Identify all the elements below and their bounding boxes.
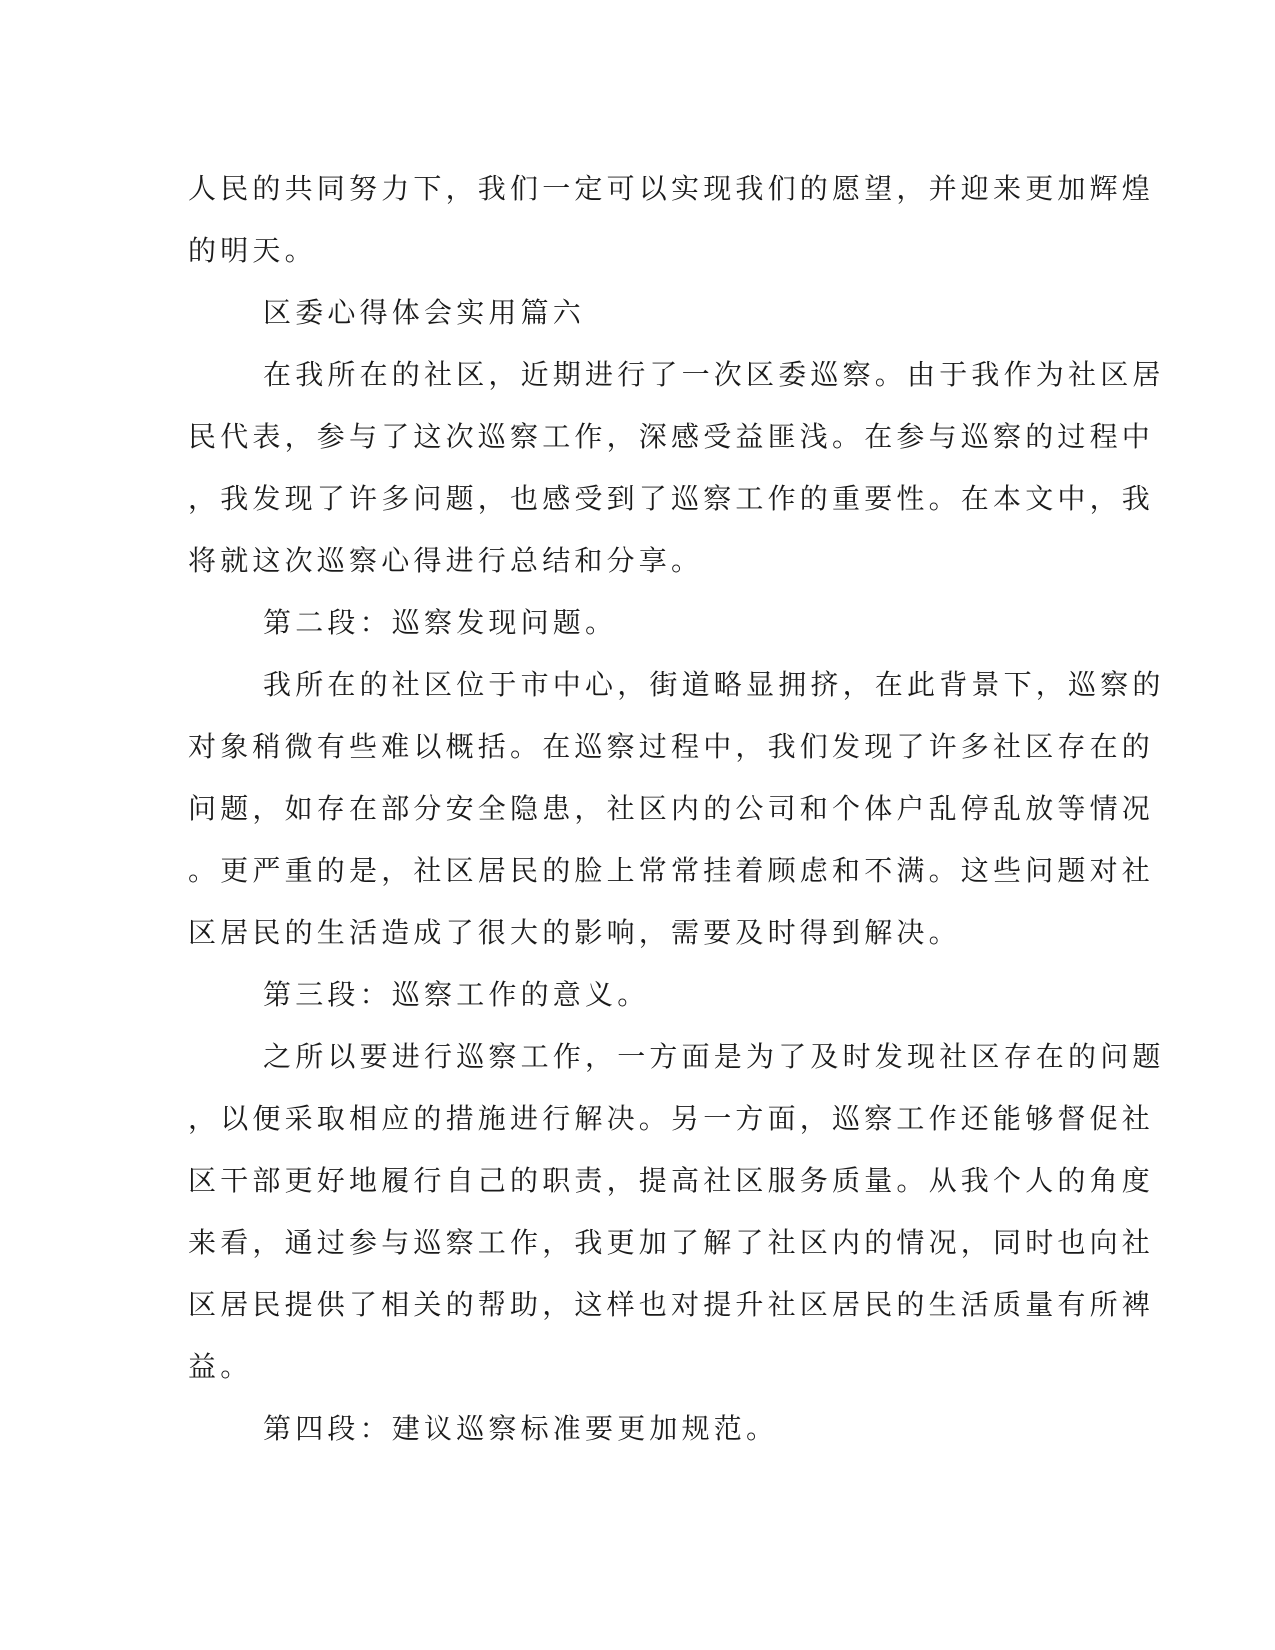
section-heading: 区委心得体会实用篇六 xyxy=(263,296,586,329)
text-line: 将就这次巡察心得进行总结和分享。 xyxy=(188,544,704,577)
section-heading: 第三段：巡察工作的意义。 xyxy=(263,978,650,1011)
section-heading: 第二段：巡察发现问题。 xyxy=(263,606,618,639)
text-line: 区居民提供了相关的帮助，这样也对提升社区居民的生活质量有所裨 xyxy=(188,1288,1155,1321)
text-line: 在我所在的社区，近期进行了一次区委巡察。由于我作为社区居 xyxy=(263,358,1165,391)
text-line: 的明天。 xyxy=(188,234,317,267)
text-line: 来看，通过参与巡察工作，我更加了解了社区内的情况，同时也向社 xyxy=(188,1226,1155,1259)
text-line: 。更严重的是，社区居民的脸上常常挂着顾虑和不满。这些问题对社 xyxy=(188,854,1155,887)
text-line: ，以便采取相应的措施进行解决。另一方面，巡察工作还能够督促社 xyxy=(188,1102,1155,1135)
text-line: 我所在的社区位于市中心，街道略显拥挤，在此背景下，巡察的 xyxy=(263,668,1165,701)
text-line: 之所以要进行巡察工作，一方面是为了及时发现社区存在的问题 xyxy=(263,1040,1165,1073)
section-heading: 第四段：建议巡察标准要更加规范。 xyxy=(263,1412,779,1445)
text-line: 区干部更好地履行自己的职责，提高社区服务质量。从我个人的角度 xyxy=(188,1164,1155,1197)
text-line: 益。 xyxy=(188,1350,253,1383)
text-line: 民代表，参与了这次巡察工作，深感受益匪浅。在参与巡察的过程中 xyxy=(188,420,1155,453)
text-line: 对象稍微有些难以概括。在巡察过程中，我们发现了许多社区存在的 xyxy=(188,730,1155,763)
text-line: 区居民的生活造成了很大的影响，需要及时得到解决。 xyxy=(188,916,961,949)
text-line: 人民的共同努力下，我们一定可以实现我们的愿望，并迎来更加辉煌 xyxy=(188,172,1155,205)
text-line: 问题，如存在部分安全隐患，社区内的公司和个体户乱停乱放等情况 xyxy=(188,792,1155,825)
text-line: ，我发现了许多问题，也感受到了巡察工作的重要性。在本文中，我 xyxy=(188,482,1155,515)
document-body xyxy=(188,158,1165,1460)
